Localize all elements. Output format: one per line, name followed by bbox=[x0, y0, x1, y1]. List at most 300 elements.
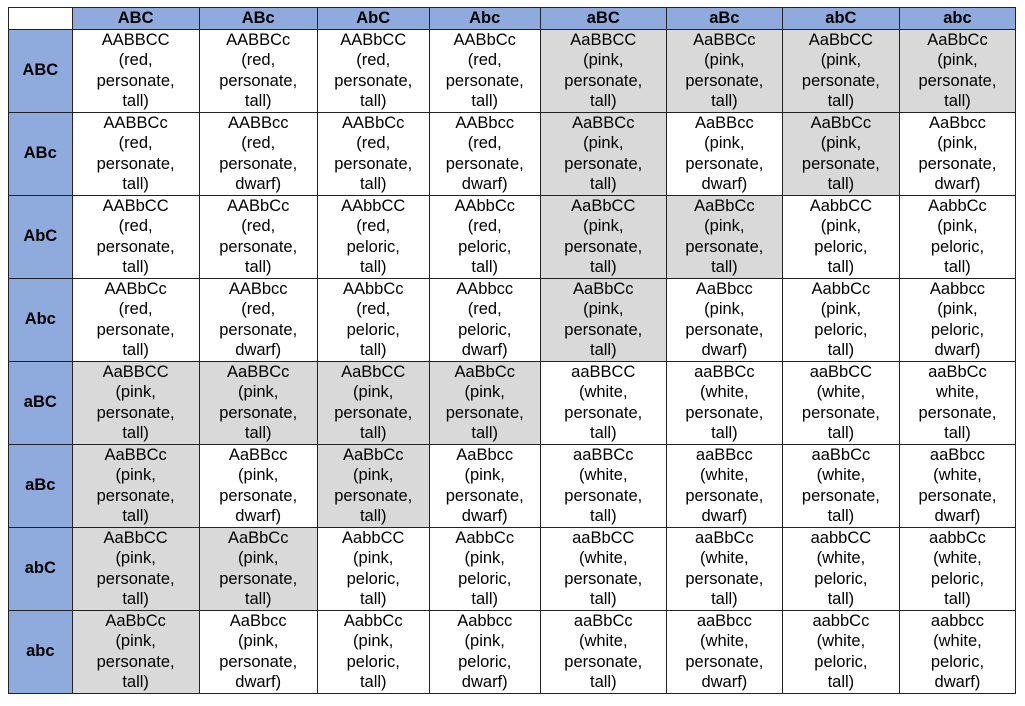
phenotype-line: (red, bbox=[356, 51, 391, 69]
genotype-cell bbox=[72, 112, 199, 195]
phenotype-line: personate, bbox=[445, 486, 524, 505]
phenotype-line: personate, bbox=[564, 486, 643, 505]
phenotype-line: personate, bbox=[918, 71, 997, 90]
genotype-cell bbox=[72, 444, 199, 527]
genotype-cell bbox=[666, 610, 782, 693]
genotype-cell bbox=[540, 527, 666, 610]
phenotype-line: personate, bbox=[219, 486, 298, 505]
genotype-text: AAbbCc bbox=[454, 196, 515, 215]
phenotype-line: peloric, bbox=[930, 652, 985, 671]
genotype-cell bbox=[72, 195, 199, 278]
genotype-text: AAbbCc bbox=[342, 279, 404, 298]
phenotype-line: (pink, bbox=[464, 549, 505, 567]
phenotype-line: (red, bbox=[467, 134, 502, 152]
phenotype-line: dwarf) bbox=[701, 175, 748, 193]
genotype-cell bbox=[899, 361, 1015, 444]
genotype-text: AaBbCc bbox=[810, 113, 872, 132]
genotype-cell bbox=[666, 112, 782, 195]
punnett-square-table bbox=[8, 7, 1016, 694]
phenotype-line: (pink, bbox=[238, 632, 279, 650]
row-header: ABC bbox=[9, 29, 73, 112]
genotype-text: AABbCC bbox=[340, 30, 407, 49]
phenotype-line: peloric, bbox=[814, 320, 868, 339]
punnett-grid-body bbox=[9, 29, 1016, 693]
row-header: abC bbox=[9, 527, 73, 610]
genotype-text: AaBbcc bbox=[229, 611, 287, 630]
phenotype-line: (white, bbox=[578, 549, 628, 567]
genotype-text: AaBBCc bbox=[693, 30, 756, 49]
genotype-text: AaBbCc bbox=[105, 611, 166, 630]
phenotype-line: personate, bbox=[685, 403, 764, 422]
phenotype-line: tall) bbox=[711, 258, 738, 276]
phenotype-line: personate, bbox=[685, 154, 764, 173]
phenotype-line: tall) bbox=[244, 258, 272, 276]
column-header: ABC bbox=[72, 8, 199, 30]
genotype-text: AABbCC bbox=[102, 196, 169, 215]
phenotype-line: personate, bbox=[96, 652, 175, 671]
genotype-cell bbox=[540, 112, 666, 195]
row-header: AbC bbox=[9, 195, 73, 278]
phenotype-line: tall) bbox=[589, 507, 617, 525]
phenotype-line: (white, bbox=[816, 466, 866, 484]
genotype-text: AABbcc bbox=[455, 113, 515, 132]
genotype-cell bbox=[429, 195, 540, 278]
phenotype-line: tall) bbox=[827, 175, 855, 193]
phenotype-line: tall) bbox=[711, 424, 738, 442]
genotype-text: AaBbCc bbox=[454, 362, 515, 381]
genotype-text: AABbCc bbox=[342, 113, 405, 132]
phenotype-line: personate, bbox=[564, 154, 643, 173]
phenotype-line: personate, bbox=[685, 71, 764, 90]
phenotype-line: (red, bbox=[118, 217, 153, 235]
genotype-text: AabbCc bbox=[928, 196, 987, 215]
phenotype-line: personate, bbox=[219, 403, 298, 422]
phenotype-line: personate, bbox=[96, 486, 175, 505]
phenotype-line: dwarf) bbox=[235, 507, 282, 525]
genotype-cell bbox=[429, 610, 540, 693]
genotype-text: AaBBCc bbox=[227, 362, 290, 381]
phenotype-line: personate, bbox=[334, 71, 413, 90]
phenotype-line: (pink, bbox=[115, 632, 156, 650]
phenotype-line: personate, bbox=[219, 71, 298, 90]
phenotype-line: peloric, bbox=[346, 320, 400, 339]
phenotype-line: (white, bbox=[578, 632, 628, 650]
genotype-cell bbox=[899, 527, 1015, 610]
phenotype-line: tall) bbox=[589, 258, 617, 276]
genotype-cell bbox=[666, 278, 782, 361]
phenotype-line: (red, bbox=[118, 300, 153, 318]
genotype-text: AaBbCc bbox=[227, 528, 289, 547]
phenotype-line: personate, bbox=[564, 237, 643, 256]
genotype-text: AaBbCc bbox=[342, 445, 404, 464]
genotype-text: aaBbcc bbox=[696, 611, 752, 630]
phenotype-line: tall) bbox=[359, 341, 387, 359]
phenotype-line: dwarf) bbox=[461, 673, 508, 691]
genotype-text: AAbbCC bbox=[341, 196, 406, 215]
phenotype-line: tall) bbox=[589, 424, 617, 442]
phenotype-line: personate, bbox=[96, 154, 175, 173]
phenotype-line: (pink, bbox=[238, 549, 279, 567]
genotype-cell bbox=[429, 278, 540, 361]
phenotype-line: (pink, bbox=[464, 632, 505, 650]
phenotype-line: tall) bbox=[827, 341, 855, 359]
phenotype-line: personate, bbox=[445, 403, 524, 422]
phenotype-line: tall) bbox=[122, 341, 149, 359]
phenotype-line: (white, bbox=[700, 632, 749, 650]
phenotype-line: (red, bbox=[467, 217, 502, 235]
phenotype-line: (white, bbox=[700, 549, 749, 567]
phenotype-line: peloric, bbox=[458, 652, 512, 671]
phenotype-line: tall) bbox=[827, 673, 855, 691]
genotype-cell bbox=[899, 29, 1015, 112]
phenotype-line: personate, bbox=[685, 320, 764, 339]
genotype-text: AaBBCC bbox=[570, 30, 637, 49]
phenotype-line: dwarf) bbox=[461, 175, 508, 193]
phenotype-line: (white, bbox=[933, 549, 982, 567]
phenotype-line: tall) bbox=[471, 424, 499, 442]
phenotype-line: personate, bbox=[801, 486, 880, 505]
phenotype-line: tall) bbox=[244, 590, 272, 608]
phenotype-line: tall) bbox=[359, 673, 387, 691]
genotype-text: AaBbCc bbox=[573, 279, 634, 298]
genotype-text: AaBbCc bbox=[927, 30, 988, 49]
genotype-text: AaBbCC bbox=[571, 196, 636, 215]
phenotype-line: tall) bbox=[944, 258, 971, 276]
phenotype-line: (pink, bbox=[583, 300, 624, 318]
genotype-cell bbox=[199, 527, 317, 610]
phenotype-line: tall) bbox=[944, 590, 971, 608]
phenotype-line: tall) bbox=[122, 590, 149, 608]
phenotype-line: personate, bbox=[564, 320, 643, 339]
phenotype-line: tall) bbox=[589, 673, 617, 691]
genotype-cell bbox=[429, 29, 540, 112]
phenotype-line: (pink, bbox=[115, 466, 156, 484]
phenotype-line: peloric, bbox=[458, 569, 512, 588]
genotype-cell bbox=[666, 527, 782, 610]
phenotype-line: peloric, bbox=[346, 237, 400, 256]
phenotype-line: (pink, bbox=[704, 51, 745, 69]
phenotype-line: (red, bbox=[241, 300, 276, 318]
phenotype-line: (pink, bbox=[820, 217, 862, 235]
genotype-cell bbox=[540, 195, 666, 278]
genotype-text: AABbCc bbox=[104, 279, 167, 298]
phenotype-line: (pink, bbox=[583, 51, 624, 69]
phenotype-line: (red, bbox=[241, 217, 276, 235]
phenotype-line: (pink, bbox=[820, 51, 862, 69]
phenotype-line: (red, bbox=[356, 217, 391, 235]
genotype-cell bbox=[199, 195, 317, 278]
phenotype-line: tall) bbox=[122, 424, 149, 442]
phenotype-line: (pink, bbox=[238, 466, 279, 484]
genotype-text: AABbCc bbox=[453, 30, 516, 49]
genotype-text: AabbCc bbox=[811, 279, 871, 298]
phenotype-line: (red, bbox=[118, 51, 153, 69]
phenotype-line: personate, bbox=[445, 71, 524, 90]
phenotype-line: (pink, bbox=[353, 383, 394, 401]
phenotype-line: tall) bbox=[944, 424, 971, 442]
genotype-text: AaBbcc bbox=[695, 279, 753, 298]
genotype-text: AaBBCC bbox=[102, 362, 169, 381]
phenotype-line: personate, bbox=[801, 71, 880, 90]
phenotype-line: tall) bbox=[359, 507, 387, 525]
phenotype-line: (pink, bbox=[937, 217, 978, 235]
phenotype-line: peloric, bbox=[814, 652, 868, 671]
phenotype-line: (white, bbox=[933, 632, 982, 650]
phenotype-line: tall) bbox=[589, 92, 617, 110]
phenotype-line: (pink, bbox=[937, 300, 978, 318]
phenotype-line: peloric, bbox=[458, 237, 512, 256]
phenotype-line: (pink, bbox=[937, 134, 978, 152]
genotype-text: AaBBCc bbox=[572, 113, 635, 132]
phenotype-line: (white, bbox=[578, 383, 628, 401]
genotype-cell bbox=[899, 278, 1015, 361]
phenotype-line: (pink, bbox=[583, 217, 624, 235]
genotype-cell bbox=[199, 278, 317, 361]
phenotype-line: (pink, bbox=[464, 383, 505, 401]
column-header: ABc bbox=[199, 8, 317, 30]
genotype-text: AabbCc bbox=[455, 528, 515, 547]
phenotype-line: tall) bbox=[359, 92, 387, 110]
genotype-text: aabbCc bbox=[929, 528, 986, 547]
phenotype-line: dwarf) bbox=[235, 175, 282, 193]
genotype-cell bbox=[199, 610, 317, 693]
phenotype-line: personate, bbox=[685, 237, 764, 256]
genotype-cell bbox=[72, 29, 199, 112]
genotype-cell bbox=[317, 444, 429, 527]
phenotype-line: (pink, bbox=[115, 549, 156, 567]
phenotype-line: (red, bbox=[356, 300, 391, 318]
phenotype-line: personate, bbox=[918, 403, 997, 422]
phenotype-line: personate, bbox=[96, 569, 175, 588]
genotype-cell bbox=[782, 112, 899, 195]
genotype-text: AaBbCc bbox=[694, 196, 755, 215]
phenotype-line: tall) bbox=[122, 258, 149, 276]
phenotype-line: dwarf) bbox=[701, 673, 748, 691]
column-header: abC bbox=[782, 8, 899, 30]
phenotype-line: tall) bbox=[589, 175, 617, 193]
genotype-cell bbox=[317, 278, 429, 361]
phenotype-line: tall) bbox=[122, 92, 149, 110]
phenotype-line: (red, bbox=[467, 51, 502, 69]
phenotype-line: dwarf) bbox=[701, 507, 748, 525]
genotype-cell bbox=[317, 527, 429, 610]
genotype-text: aaBbCc bbox=[573, 611, 633, 630]
genotype-cell bbox=[782, 278, 899, 361]
phenotype-line: dwarf) bbox=[461, 507, 508, 525]
phenotype-line: personate, bbox=[801, 403, 880, 422]
phenotype-line: personate, bbox=[564, 569, 643, 588]
phenotype-line: personate, bbox=[918, 154, 997, 173]
phenotype-line: tall) bbox=[827, 424, 855, 442]
genotype-cell bbox=[782, 610, 899, 693]
genotype-cell bbox=[199, 112, 317, 195]
column-header: abc bbox=[899, 8, 1015, 30]
corner-cell bbox=[9, 8, 73, 30]
genotype-cell bbox=[317, 29, 429, 112]
genotype-text: AABBCc bbox=[226, 30, 291, 49]
genotype-text: aaBBcc bbox=[695, 445, 753, 464]
genotype-cell bbox=[429, 444, 540, 527]
genotype-cell bbox=[782, 361, 899, 444]
genotype-text: AaBBcc bbox=[228, 445, 288, 464]
genotype-text: AABBCC bbox=[101, 30, 170, 49]
phenotype-line: peloric, bbox=[814, 569, 868, 588]
genotype-text: AAbbcc bbox=[456, 279, 514, 298]
phenotype-line: personate, bbox=[334, 154, 413, 173]
phenotype-line: personate, bbox=[219, 320, 298, 339]
phenotype-line: personate, bbox=[445, 154, 524, 173]
table-row bbox=[9, 361, 1016, 444]
phenotype-line: dwarf) bbox=[934, 507, 981, 525]
column-header: aBC bbox=[540, 8, 666, 30]
phenotype-line: (pink, bbox=[704, 300, 745, 318]
genotype-cell bbox=[540, 361, 666, 444]
phenotype-line: peloric, bbox=[346, 569, 400, 588]
genotype-cell bbox=[72, 361, 199, 444]
phenotype-line: personate, bbox=[219, 154, 298, 173]
phenotype-line: (white, bbox=[816, 632, 866, 650]
phenotype-line: (red, bbox=[241, 134, 276, 152]
phenotype-line: personate, bbox=[564, 71, 643, 90]
genotype-cell bbox=[782, 444, 899, 527]
phenotype-line: dwarf) bbox=[235, 341, 282, 359]
phenotype-line: personate, bbox=[219, 237, 298, 256]
phenotype-line: dwarf) bbox=[934, 175, 981, 193]
genotype-text: aaBBCc bbox=[573, 445, 634, 464]
phenotype-line: (white, bbox=[700, 466, 749, 484]
genotype-cell bbox=[899, 610, 1015, 693]
genotype-cell bbox=[666, 361, 782, 444]
phenotype-line: personate, bbox=[918, 486, 997, 505]
genotype-text: AABBCc bbox=[103, 113, 168, 132]
genotype-cell bbox=[899, 195, 1015, 278]
phenotype-line: tall) bbox=[471, 92, 499, 110]
genotype-text: AabbCc bbox=[343, 611, 403, 630]
genotype-text: AaBBCc bbox=[104, 445, 167, 464]
genotype-cell bbox=[899, 112, 1015, 195]
phenotype-line: (pink, bbox=[583, 134, 624, 152]
genotype-cell bbox=[782, 29, 899, 112]
phenotype-line: tall) bbox=[827, 92, 855, 110]
row-header: aBC bbox=[9, 361, 73, 444]
phenotype-line: peloric, bbox=[930, 237, 985, 256]
row-header: Abc bbox=[9, 278, 73, 361]
genotype-text: aabbCc bbox=[812, 611, 870, 630]
phenotype-line: tall) bbox=[711, 92, 738, 110]
phenotype-line: personate, bbox=[801, 154, 880, 173]
phenotype-line: tall) bbox=[359, 175, 387, 193]
genotype-text: AABbCc bbox=[227, 196, 290, 215]
genotype-cell bbox=[317, 112, 429, 195]
phenotype-line: tall) bbox=[359, 258, 387, 276]
phenotype-line: dwarf) bbox=[934, 341, 981, 359]
phenotype-line: (white, bbox=[816, 549, 866, 567]
table-row bbox=[9, 527, 1016, 610]
header-row bbox=[9, 8, 1016, 30]
phenotype-line: (red, bbox=[118, 134, 153, 152]
phenotype-line: personate, bbox=[96, 237, 175, 256]
table-row bbox=[9, 278, 1016, 361]
phenotype-line: personate, bbox=[685, 569, 764, 588]
phenotype-line: dwarf) bbox=[461, 341, 508, 359]
phenotype-line: tall) bbox=[244, 424, 272, 442]
phenotype-line: (pink, bbox=[820, 300, 862, 318]
genotype-cell bbox=[540, 278, 666, 361]
genotype-cell bbox=[199, 29, 317, 112]
genotype-text: AABBcc bbox=[227, 113, 289, 132]
phenotype-line: (red, bbox=[356, 134, 391, 152]
phenotype-line: peloric, bbox=[458, 320, 512, 339]
genotype-cell bbox=[429, 112, 540, 195]
phenotype-line: tall) bbox=[359, 424, 387, 442]
phenotype-line: dwarf) bbox=[235, 673, 282, 691]
genotype-text: aaBbCc bbox=[695, 528, 754, 547]
phenotype-line: tall) bbox=[244, 92, 272, 110]
genotype-cell bbox=[429, 527, 540, 610]
genotype-text: AABbcc bbox=[228, 279, 288, 298]
genotype-cell bbox=[199, 361, 317, 444]
genotype-text: AabbCC bbox=[342, 528, 405, 547]
phenotype-line: personate, bbox=[685, 486, 764, 505]
genotype-cell bbox=[429, 361, 540, 444]
phenotype-line: personate, bbox=[334, 486, 413, 505]
genotype-cell bbox=[666, 195, 782, 278]
genotype-cell bbox=[540, 29, 666, 112]
phenotype-line: (pink, bbox=[704, 217, 745, 235]
genotype-text: aaBbCC bbox=[572, 528, 635, 547]
phenotype-line: (white, bbox=[700, 383, 749, 401]
genotype-text: aaBbCC bbox=[809, 362, 873, 381]
genotype-text: AaBBcc bbox=[695, 113, 754, 132]
genotype-text: AaBbCC bbox=[808, 30, 873, 49]
phenotype-line: personate, bbox=[219, 569, 298, 588]
phenotype-line: tall) bbox=[827, 590, 855, 608]
phenotype-line: dwarf) bbox=[934, 673, 981, 691]
genotype-text: aaBBCC bbox=[571, 362, 636, 381]
phenotype-line: personate, bbox=[564, 652, 643, 671]
phenotype-line: (red, bbox=[467, 300, 502, 318]
genotype-text: AaBbcc bbox=[929, 113, 986, 132]
phenotype-line: (pink, bbox=[353, 466, 394, 484]
phenotype-line: personate, bbox=[334, 403, 413, 422]
phenotype-line: (pink, bbox=[238, 383, 279, 401]
phenotype-line: (white, bbox=[816, 383, 866, 401]
phenotype-line: personate, bbox=[685, 652, 764, 671]
genotype-text: aaBbCc bbox=[811, 445, 871, 464]
phenotype-line: personate, bbox=[96, 320, 175, 339]
genotype-cell bbox=[782, 195, 899, 278]
phenotype-line: tall) bbox=[471, 590, 499, 608]
phenotype-line: (pink, bbox=[820, 134, 862, 152]
phenotype-line: tall) bbox=[122, 673, 149, 691]
genotype-text: aaBBCc bbox=[694, 362, 755, 381]
genotype-cell bbox=[317, 195, 429, 278]
genotype-text: AaBbcc bbox=[456, 445, 514, 464]
row-header: ABc bbox=[9, 112, 73, 195]
phenotype-line: tall) bbox=[589, 590, 617, 608]
genotype-text: aaBbcc bbox=[929, 445, 985, 464]
genotype-text: AaBbCC bbox=[103, 528, 168, 547]
phenotype-line: personate, bbox=[96, 403, 175, 422]
genotype-cell bbox=[782, 527, 899, 610]
phenotype-line: personate, bbox=[96, 71, 175, 90]
genotype-cell bbox=[540, 610, 666, 693]
phenotype-line: peloric, bbox=[930, 320, 985, 339]
genotype-text: AaBbCC bbox=[341, 362, 406, 381]
phenotype-line: (pink, bbox=[937, 51, 978, 69]
phenotype-line: tall) bbox=[711, 590, 738, 608]
phenotype-line: tall) bbox=[827, 258, 855, 276]
